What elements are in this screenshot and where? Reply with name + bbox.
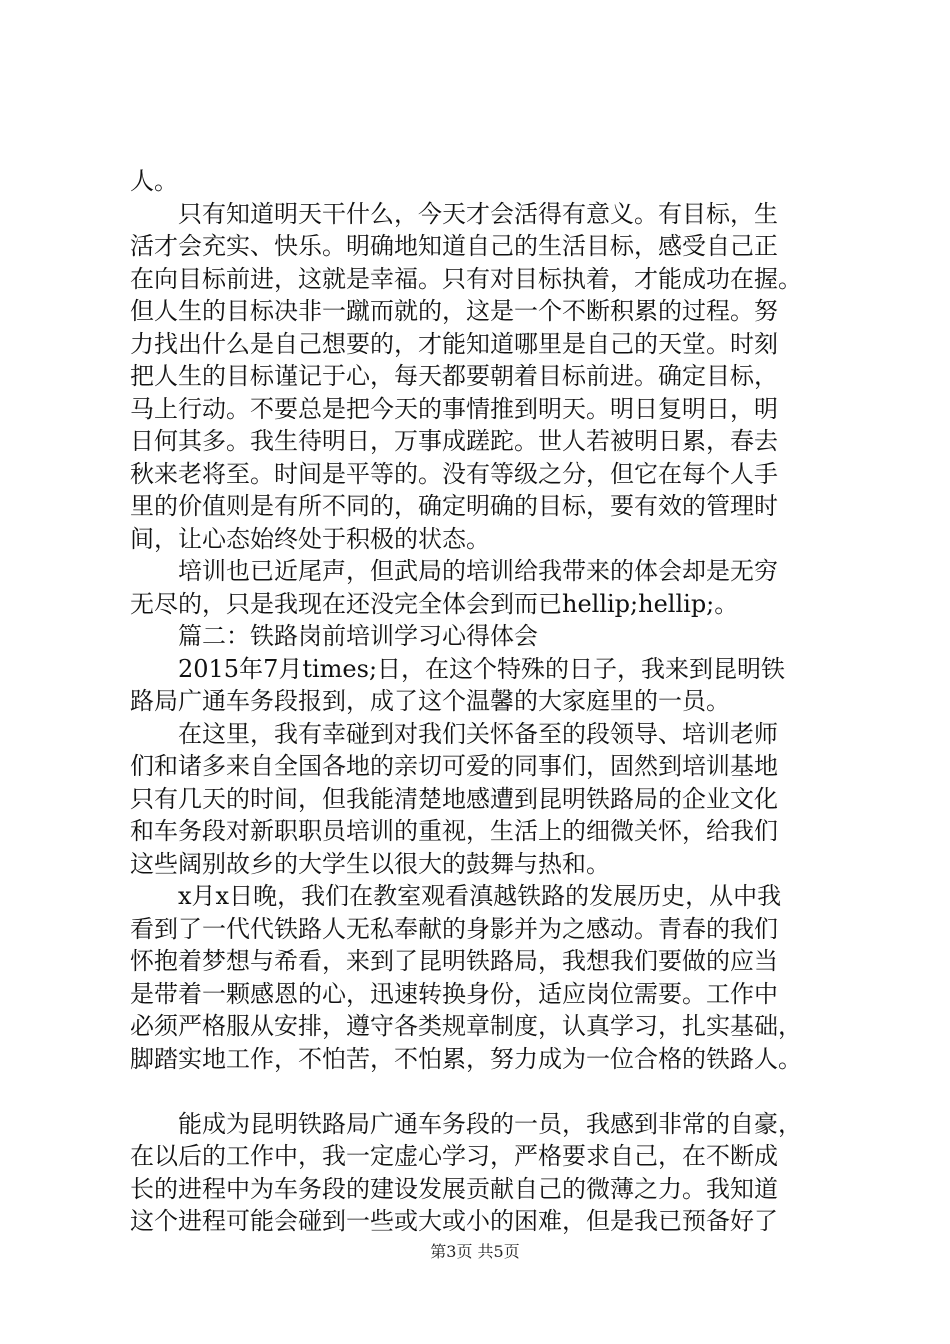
- section-heading: 篇二：铁路岗前培训学习心得体会: [130, 622, 538, 650]
- document-body: [130, 165, 850, 1238]
- text-line: 在以后的工作中，我一定虚心学习，严格要求自己，在不断成: [130, 1142, 778, 1170]
- text-line: 在这里，我有幸碰到对我们关怀备至的段领导、培训老师: [130, 719, 778, 748]
- text-line: 能成为昆明铁路局广通车务段的一员，我感到非常的自豪，: [130, 1109, 802, 1138]
- text-line: 是带着一颗感恩的心，迅速转换身份，适应岗位需要。工作中: [130, 979, 778, 1008]
- text-line: 这个进程可能会碰到一些或大或小的困难，但是我已预备好了: [130, 1207, 778, 1235]
- text-line: 间，让心态始终处于积极的状态。: [130, 524, 490, 553]
- text-line: 秋来老将至。时间是平等的。没有等级之分，但它在每个人手: [130, 459, 778, 488]
- text-line: 这些阔别故乡的大学生以很大的鼓舞与热和。: [130, 849, 610, 878]
- text-line: 怀抱着梦想与希看，来到了昆明铁路局，我想我们要做的应当: [130, 947, 778, 975]
- text-line: 长的进程中为车务段的建设发展贡献自己的微薄之力。我知道: [130, 1174, 778, 1203]
- text-line: 必须严格服从安排，遵守各类规章制度，认真学习，扎实基础，: [130, 1012, 802, 1040]
- text-line: 2015年7月times;日，在这个特殊的日子，我来到昆明铁: [130, 654, 786, 683]
- text-line: 马上行动。不要总是把今天的事情推到明天。明日复明日，明: [130, 394, 778, 423]
- text-line: 力找出什么是自己想要的，才能知道哪里是自己的天堂。时刻: [130, 329, 778, 358]
- text-line: 和车务段对新职职员培训的重视，生活上的细微关怀，给我们: [130, 817, 778, 845]
- text-line: 日何其多。我生待明日，万事成蹉跎。世人若被明日累，春去: [130, 427, 778, 455]
- text-line: 培训也已近尾声，但武局的培训给我带来的体会却是无穷: [130, 557, 778, 585]
- text-line: 只有几天的时间，但我能清楚地感遭到昆明铁路局的企业文化: [130, 784, 778, 813]
- text-line: 人。: [130, 167, 178, 195]
- text-line: 在向目标前进，这就是幸福。只有对目标执着，才能成功在握。: [130, 264, 802, 293]
- text-line: 只有知道明天干什么，今天才会活得有意义。有目标，生: [130, 199, 778, 228]
- text-line: 把人生的目标谨记于心，每天都要朝着目标前进。确定目标，: [130, 362, 778, 390]
- page-footer: 第3页 共5页: [430, 1242, 520, 1261]
- text-line: 脚踏实地工作，不怕苦，不怕累，努力成为一位合格的铁路人。: [130, 1044, 802, 1073]
- text-line: 无尽的，只是我现在还没完全体会到而已hellip;hellip;。: [130, 589, 739, 618]
- blank-line: [130, 1075, 850, 1108]
- text-line: 路局广通车务段报到，成了这个温馨的大家庭里的一员。: [130, 687, 730, 715]
- text-line: 活才会充实、快乐。明确地知道自己的生活目标，感受自己正: [130, 232, 778, 260]
- text-line: 们和诸多来自全国各地的亲切可爱的同事们，固然到培训基地: [130, 752, 778, 780]
- text-line: 但人生的目标决非一蹴而就的，这是一个不断积累的过程。努: [130, 297, 778, 325]
- text-line: 里的价值则是有所不同的，确定明确的目标，要有效的管理时: [130, 492, 778, 520]
- text-line: x月x日晚，我们在教室观看滇越铁路的发展历史，从中我: [130, 882, 782, 910]
- text-line: 看到了一代代铁路人无私奉献的身影并为之感动。青春的我们: [130, 914, 778, 943]
